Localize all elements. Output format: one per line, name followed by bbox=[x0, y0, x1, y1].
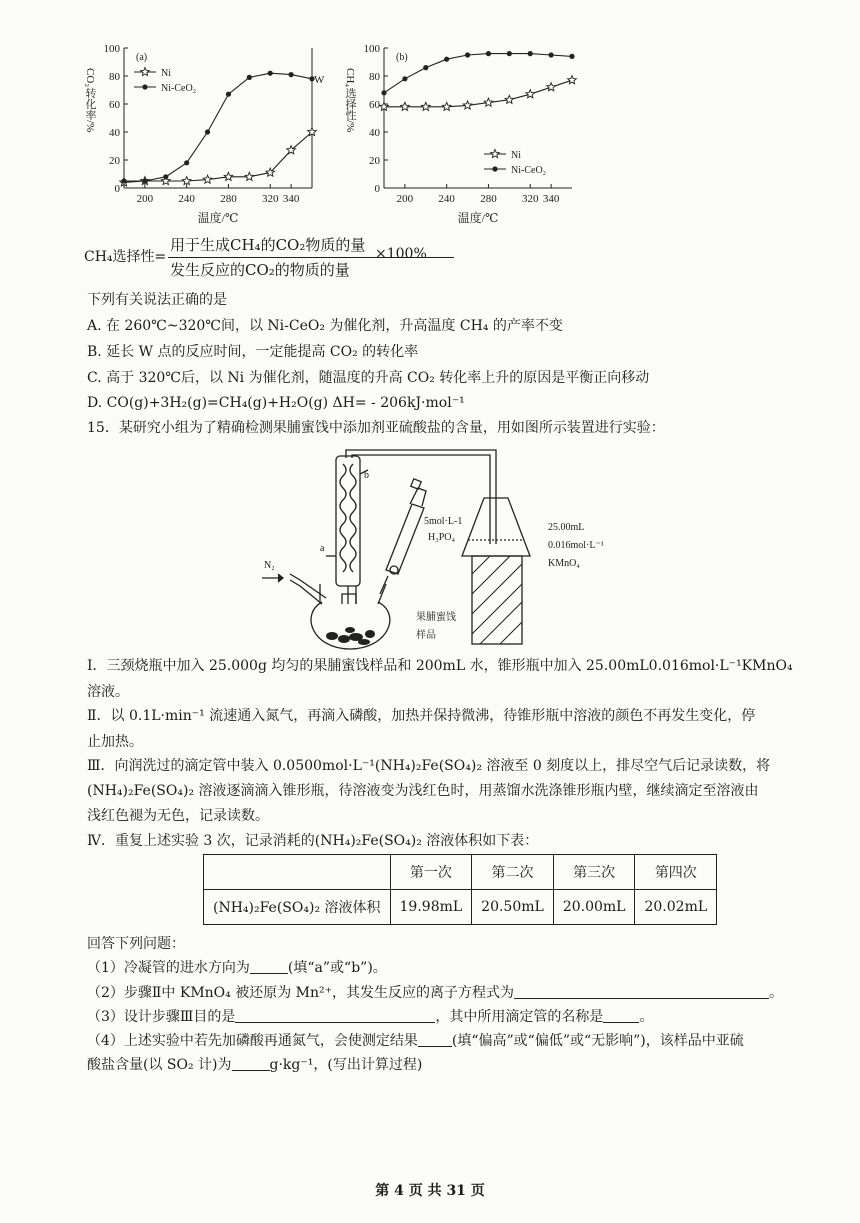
y-axis-label: CO₂转化率/% bbox=[84, 68, 96, 133]
panel-label: (a) bbox=[136, 52, 148, 63]
y-tick-label: 20 bbox=[109, 155, 120, 167]
data-point bbox=[423, 65, 428, 70]
formula-rhs: ×100% bbox=[375, 246, 427, 262]
q4-text-2: 酸盐含量(以 SO₂ 计)为 bbox=[87, 1057, 232, 1073]
q4-unit: g·kg⁻¹，(写出计算过程) bbox=[269, 1057, 423, 1073]
q2-blank[interactable] bbox=[514, 984, 769, 999]
x-tick-label: 280 bbox=[480, 193, 497, 205]
question-1 bbox=[87, 958, 387, 978]
q15-stem: 15．某研究小组为了精确检测果脯蜜饯中添加剂亚硫酸盐的含量，用如图所示装置进行实验： bbox=[87, 420, 665, 436]
table-row-label: (NH₄)₂Fe(SO₄)₂ 溶液体积 bbox=[204, 890, 391, 925]
data-point bbox=[381, 90, 386, 95]
q4-blank-2[interactable] bbox=[232, 1056, 270, 1071]
x-axis-label: 温度/℃ bbox=[197, 211, 239, 225]
series-line-Ni bbox=[384, 80, 572, 107]
q4-hint: (填“偏高”或“偏低”或“无影响”)，该样品中亚硫 bbox=[451, 1033, 744, 1049]
condenser bbox=[336, 456, 360, 586]
condenser-coil bbox=[340, 464, 346, 572]
questions-intro: 回答下列问题： bbox=[87, 936, 185, 952]
legend-marker bbox=[491, 150, 500, 158]
chart-b-svg bbox=[340, 38, 590, 228]
data-point bbox=[484, 98, 493, 106]
step-1-line-1: Ⅰ．三颈烧瓶中加入 25.000g 均匀的果脯蜜饯样品和 200mL 水，锥形瓶中加入 25.00mL0.016mol·L⁻¹KMnO₄ bbox=[87, 658, 793, 674]
step-3-line-3: 浅红色褪为无色，记录读数。 bbox=[87, 808, 269, 824]
panel-label: (b) bbox=[396, 52, 408, 63]
stand-hatch bbox=[472, 556, 522, 644]
data-point bbox=[569, 54, 574, 59]
table-header: 第四次 bbox=[635, 855, 717, 890]
formula-numerator: 用于生成CH₄的CO₂物质的量 bbox=[170, 236, 366, 254]
data-point bbox=[203, 175, 212, 183]
x-axis-label: 温度/℃ bbox=[457, 211, 499, 225]
legend-marker bbox=[141, 68, 150, 76]
legend-label: Ni-CeO₂ bbox=[511, 165, 547, 176]
q3-text-2: ，其中所用滴定管的名称是 bbox=[435, 1009, 604, 1025]
formula-denominator: 发生反应的CO₂的物质的量 bbox=[170, 261, 350, 279]
data-point bbox=[568, 76, 577, 84]
data-point bbox=[182, 177, 191, 185]
annotation-w: W bbox=[314, 73, 325, 86]
kmno4-label-2: 0.016mol·L⁻¹ bbox=[548, 540, 604, 551]
sample-pieces bbox=[326, 627, 375, 645]
table-header: 第一次 bbox=[390, 855, 472, 890]
flask-label-2: 样品 bbox=[416, 630, 436, 641]
y-tick-label: 100 bbox=[363, 43, 380, 55]
legend-marker bbox=[492, 166, 497, 171]
data-point bbox=[268, 71, 273, 76]
q1-text: （1）冷凝管的进水方向为 bbox=[87, 960, 250, 976]
y-axis-label: CH₄选择性/% bbox=[344, 68, 356, 133]
apparatus-diagram bbox=[260, 444, 640, 654]
y-tick-label: 0 bbox=[114, 183, 120, 195]
x-tick-label: 280 bbox=[220, 193, 237, 205]
data-point bbox=[247, 75, 252, 80]
dropping-funnel bbox=[386, 504, 424, 574]
table-header: 第三次 bbox=[553, 855, 635, 890]
y-tick-label: 100 bbox=[103, 43, 120, 55]
label-b: b bbox=[364, 470, 369, 481]
step-1-line-2: 溶液。 bbox=[87, 684, 129, 700]
q3-blank-2[interactable] bbox=[603, 1008, 639, 1023]
table-row bbox=[204, 890, 717, 925]
table-cell: 19.98mL bbox=[390, 890, 472, 925]
data-point bbox=[465, 52, 470, 57]
kmno4-label-3: KMnO₄ bbox=[548, 558, 580, 569]
data-point bbox=[444, 57, 449, 62]
q14-option-a: A. 在 260℃~320℃间，以 Ni-CeO₂ 为催化剂，升高温度 CH₄ 的产率不变 bbox=[87, 318, 563, 334]
step-2-line-1: Ⅱ．以 0.1L·min⁻¹ 流速通入氮气，再滴入磷酸，加热并保持微沸，待锥形瓶中溶液的颜色不再发生变化，停 bbox=[87, 708, 756, 724]
y-tick-label: 80 bbox=[369, 71, 380, 83]
y-tick-label: 60 bbox=[109, 99, 120, 111]
volume-table bbox=[203, 854, 717, 925]
data-point bbox=[163, 174, 168, 179]
q3-end: 。 bbox=[639, 1009, 654, 1025]
acid-label-1: 5mol·L-1 bbox=[424, 516, 463, 527]
series-line-Ni-CeO₂ bbox=[124, 73, 312, 181]
formula-lhs: CH₄选择性= bbox=[84, 249, 167, 265]
q2-text: （2）步骤Ⅱ中 KMnO₄ 被还原为 Mn²⁺，其发生反应的离子方程式为 bbox=[87, 985, 515, 1001]
data-point bbox=[528, 51, 533, 56]
data-point bbox=[505, 95, 513, 103]
data-point bbox=[226, 92, 231, 97]
data-point bbox=[463, 101, 472, 109]
table-corner-cell bbox=[204, 855, 391, 890]
chart-a-svg bbox=[80, 38, 330, 228]
data-point bbox=[442, 102, 451, 110]
data-point bbox=[142, 178, 147, 183]
chart-b bbox=[340, 38, 590, 228]
data-point bbox=[507, 51, 512, 56]
q14-option-c: C. 高于 320℃后，以 Ni 为催化剂，随温度的升高 CO₂ 转化率上升的原因是平衡正向移动 bbox=[87, 370, 650, 386]
step-3-line-2: (NH₄)₂Fe(SO₄)₂ 溶液逐滴滴入锥形瓶，待溶液变为浅红色时，用蒸馏水洗涤锥形瓶内壁，继续滴定至溶液由 bbox=[87, 783, 759, 799]
kmno4-label-1: 25.00mL bbox=[548, 522, 585, 533]
apparatus-svg bbox=[260, 444, 640, 654]
x-tick-label: 200 bbox=[136, 193, 154, 205]
step-3-line-1: Ⅲ．向润洗过的滴定管中装入 0.0500mol·L⁻¹(NH₄)₂Fe(SO₄)₂ 溶液至 0 刻度以上，排尽空气后记录读数，将 bbox=[87, 758, 771, 774]
x-tick-label: 340 bbox=[542, 193, 560, 205]
question-2 bbox=[87, 983, 783, 1003]
series-line-Ni bbox=[124, 132, 312, 182]
table-cell: 20.50mL bbox=[472, 890, 554, 925]
x-tick-label: 240 bbox=[438, 193, 455, 205]
x-tick-label: 320 bbox=[521, 193, 539, 205]
data-point bbox=[245, 172, 254, 180]
page-number: 第 4 页 共 31 页 bbox=[375, 1183, 485, 1199]
y-tick-label: 40 bbox=[109, 127, 120, 139]
y-tick-label: 0 bbox=[374, 183, 380, 195]
x-tick-label: 320 bbox=[261, 193, 279, 205]
table-header: 第二次 bbox=[472, 855, 554, 890]
legend-marker bbox=[142, 84, 147, 89]
question-3 bbox=[87, 1007, 653, 1027]
data-point bbox=[205, 129, 210, 134]
table-cell: 20.02mL bbox=[635, 890, 717, 925]
y-tick-label: 60 bbox=[369, 99, 380, 111]
q14-stem: 下列有关说法正确的是 bbox=[87, 292, 227, 308]
y-tick-label: 40 bbox=[369, 127, 380, 139]
x-tick-label: 240 bbox=[178, 193, 195, 205]
acid-label-2: H₃PO₄ bbox=[428, 532, 455, 543]
legend-label: Ni-CeO₂ bbox=[161, 83, 197, 94]
data-point bbox=[184, 160, 189, 165]
label-a: a bbox=[320, 543, 325, 554]
q4-text: （4）上述实验中若先加磷酸再通氮气，会使测定结果 bbox=[87, 1033, 418, 1049]
question-4-line-1 bbox=[87, 1031, 744, 1051]
q4-blank-1[interactable] bbox=[418, 1032, 452, 1047]
flask-label-1: 果脯蜜饯 bbox=[416, 612, 456, 623]
three-neck-flask bbox=[311, 602, 390, 649]
data-point bbox=[526, 90, 535, 98]
q2-end: 。 bbox=[769, 985, 784, 1001]
data-point bbox=[289, 72, 294, 77]
data-point bbox=[121, 178, 126, 183]
data-point bbox=[224, 172, 233, 180]
q3-text: （3）设计步骤Ⅲ目的是 bbox=[87, 1009, 236, 1025]
question-4-line-2 bbox=[87, 1055, 422, 1075]
x-tick-label: 340 bbox=[282, 193, 300, 205]
step-2-line-2: 止加热。 bbox=[87, 734, 143, 750]
gas-tube bbox=[346, 450, 496, 544]
table-cell: 20.00mL bbox=[553, 890, 635, 925]
x-tick-label: 200 bbox=[396, 193, 414, 205]
data-point bbox=[422, 102, 431, 110]
label-n2: N₂ bbox=[264, 560, 275, 571]
data-point bbox=[402, 76, 407, 81]
legend-label: Ni bbox=[161, 68, 171, 79]
data-point bbox=[549, 52, 554, 57]
data-point bbox=[547, 83, 556, 91]
legend-label: Ni bbox=[511, 150, 521, 161]
y-tick-label: 20 bbox=[369, 155, 380, 167]
q1-hint: (填“a”或“b”)。 bbox=[287, 960, 387, 976]
q3-blank-1[interactable] bbox=[235, 1008, 435, 1023]
table-header-row bbox=[204, 855, 717, 890]
y-tick-label: 80 bbox=[109, 71, 120, 83]
step-4-line: Ⅳ．重复上述实验 3 次，记录消耗的(NH₄)₂Fe(SO₄)₂ 溶液体积如下表： bbox=[87, 833, 539, 849]
data-point bbox=[401, 102, 410, 110]
q14-option-b: B. 延长 W 点的反应时间，一定能提高 CO₂ 的转化率 bbox=[87, 344, 419, 360]
data-point bbox=[486, 51, 491, 56]
chart-a bbox=[80, 38, 330, 228]
q1-blank[interactable] bbox=[250, 959, 288, 974]
q14-option-d: D. CO(g)+3H₂(g)=CH₄(g)+H₂O(g) ΔH= - 206kJ·mol⁻¹ bbox=[87, 395, 465, 411]
series-line-Ni-CeO₂ bbox=[384, 54, 572, 93]
